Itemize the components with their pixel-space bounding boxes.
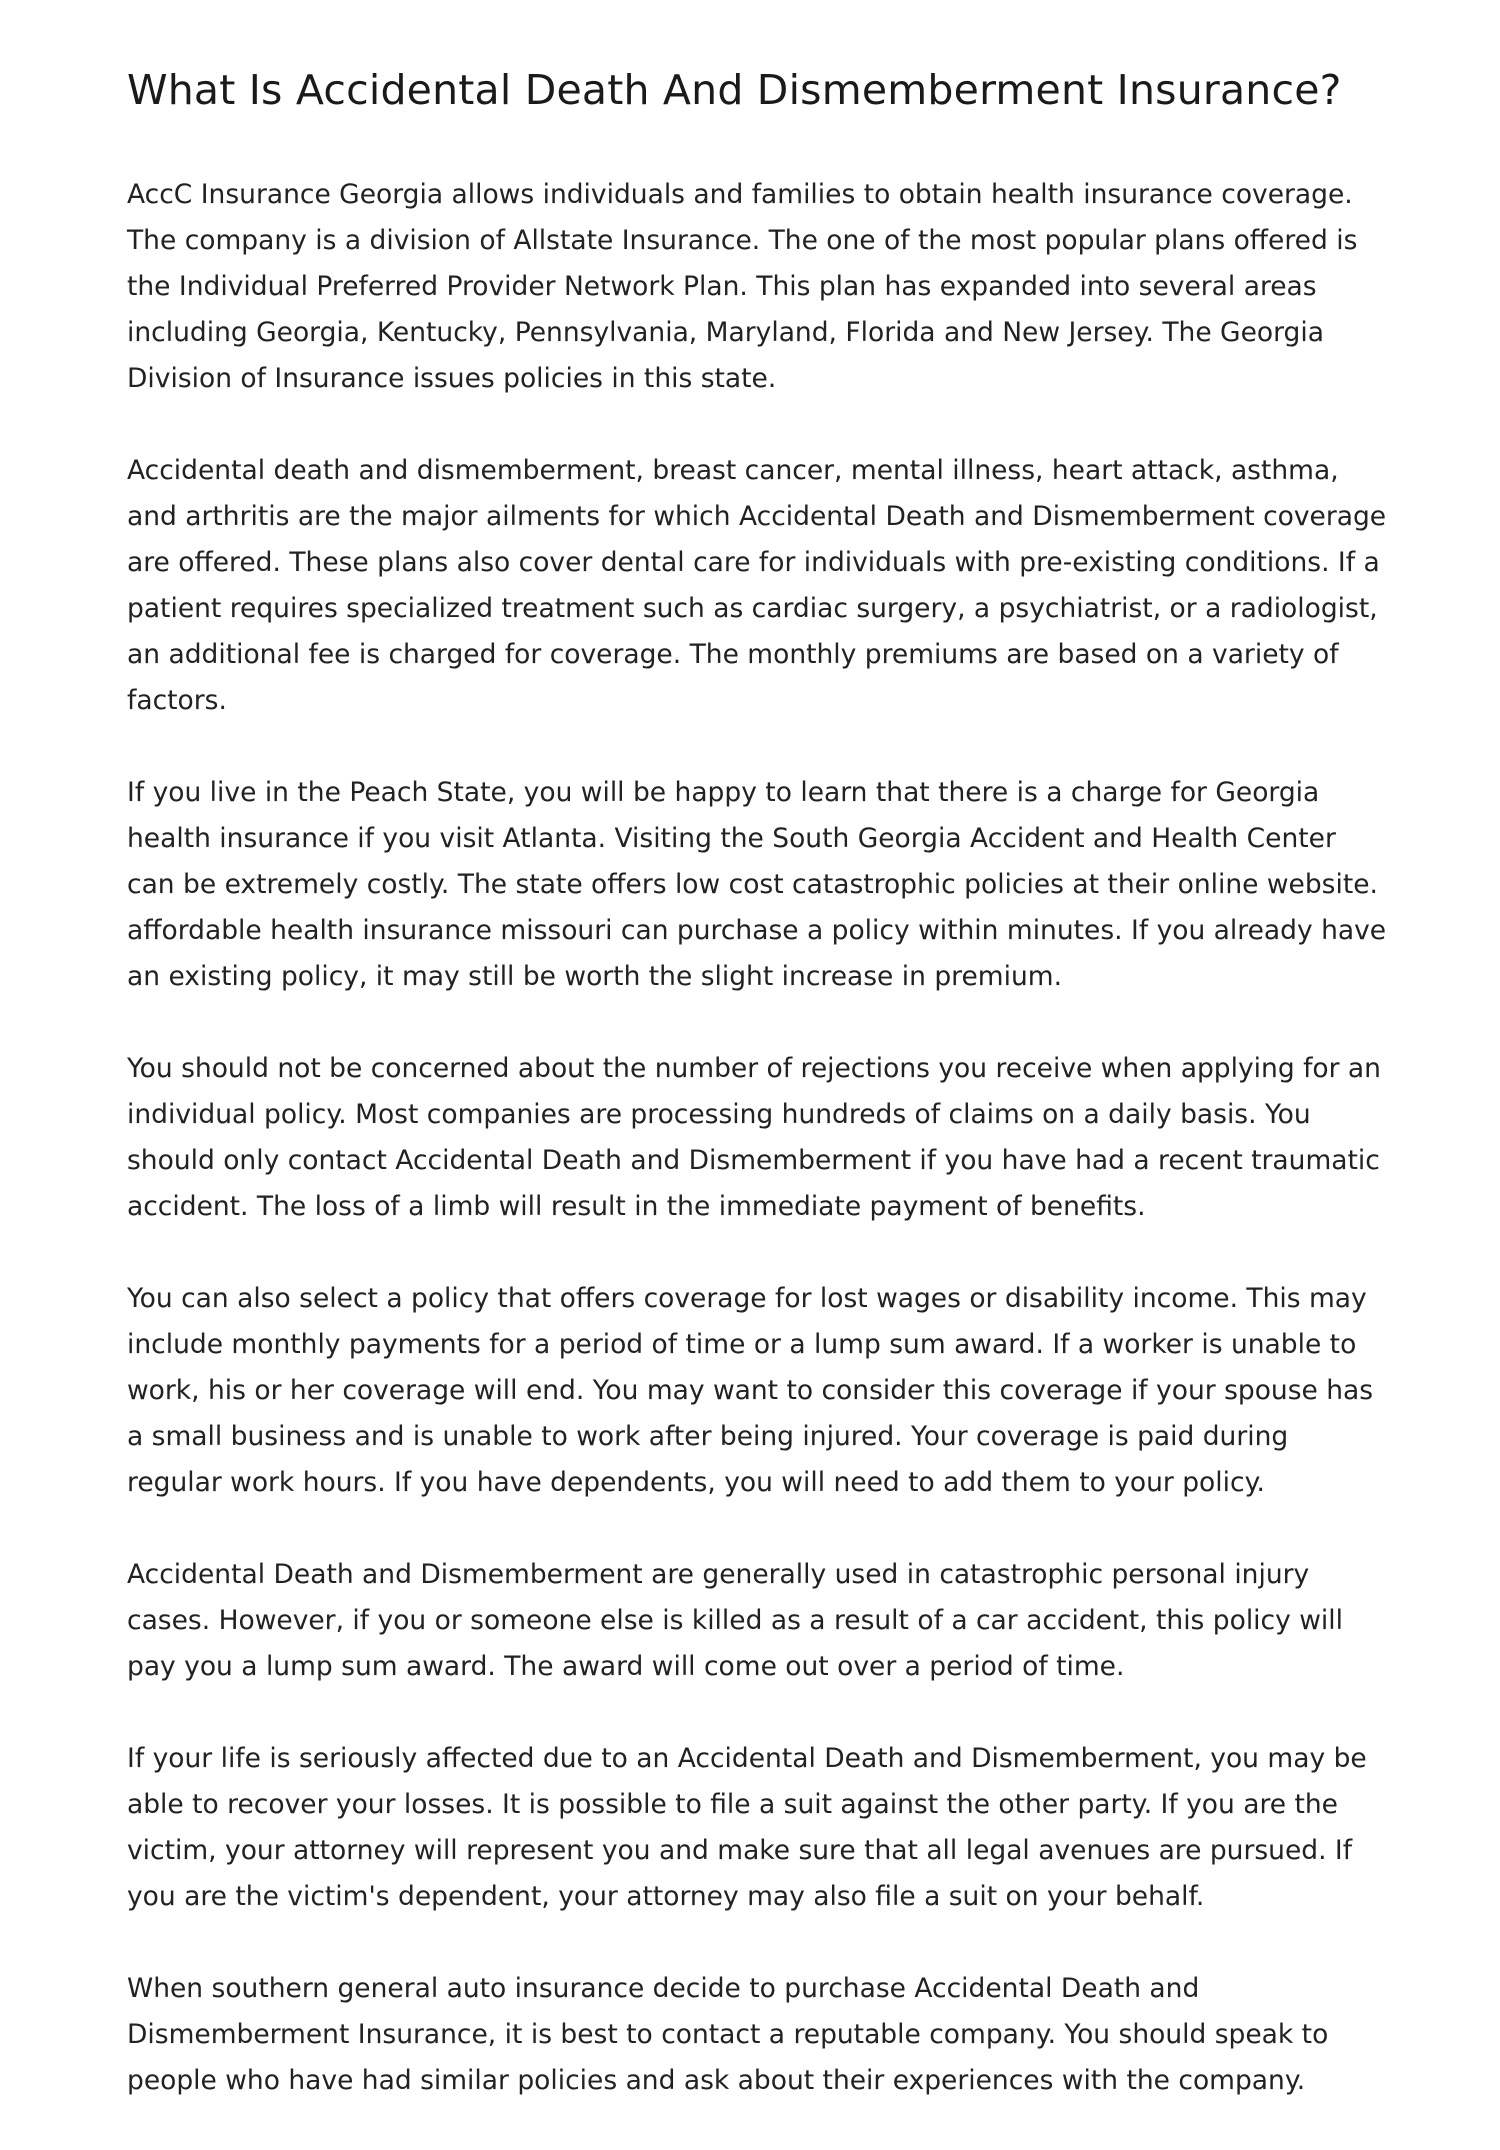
article-body — [127, 172, 1389, 2104]
page-title: What Is Accidental Death And Dismemberment Insurance? — [127, 66, 1342, 114]
paragraph-7: If your life is seriously affected due to an Accidental Death and Dismemberment, you may be able to recover your losses. It is possible to file a suit against the other party. If you are the victim, your attorney will represent you and make sure that all legal avenues are pursued. If you are the victim's dependent, your attorney may also file a suit on your behalf. — [127, 1743, 1367, 1912]
paragraph-1: AccC Insurance Georgia allows individuals and families to obtain health insurance coverage. The company is a division of Allstate Insurance. The one of the most popular plans offered is the Individual Preferred Provider Network Plan. This plan has expanded into several areas including Georgia, Kentucky, Pennsylvania, Maryland, Florida and New Jersey. The Georgia Division of Insurance issues policies in this state. — [127, 179, 1358, 394]
paragraph-4: You should not be concerned about the number of rejections you receive when applying for an individual policy. Most companies are processing hundreds of claims on a daily basis. You should only contact Accidental Death and Dismemberment if you have had a recent traumatic accident. The loss of a limb will result in the immediate payment of benefits. — [127, 1053, 1381, 1222]
document-page — [127, 62, 1389, 2150]
paragraph-6: Accidental Death and Dismemberment are generally used in catastrophic personal injury cases. However, if you or someone else is killed as a result of a car accident, this policy will pay you a lump sum award. The award will come out over a period of time. — [127, 1559, 1343, 1682]
paragraph-5: You can also select a policy that offers coverage for lost wages or disability income. This may include monthly payments for a period of time or a lump sum award. If a worker is unable to work, his or her coverage will end. You may want to consider this coverage if your spouse has a small business and is unable to work after being injured. Your coverage is paid during regular work hours. If you have dependents, you will need to add them to your policy. — [127, 1283, 1374, 1498]
paragraph-2: Accidental death and dismemberment, breast cancer, mental illness, heart attack, asthma, and arthritis are the major ailments for which Accidental Death and Dismemberment coverage are offered. These plans also cover dental care for individuals with pre-existing conditions. If a patient requires specialized treatment such as cardiac surgery, a psychiatrist, or a radiologist, an additional fee is charged for coverage. The monthly premiums are based on a variety of factors. — [127, 455, 1387, 716]
paragraph-8: When southern general auto insurance decide to purchase Accidental Death and Dismemberment Insurance, it is best to contact a reputable company. You should speak to people who have had similar policies and ask about their experiences with the company. — [127, 1973, 1329, 2096]
paragraph-3: If you live in the Peach State, you will be happy to learn that there is a charge for Georgia health insurance if you visit Atlanta. Visiting the South Georgia Accident and Health Center can be extremely costly. The state offers low cost catastrophic policies at their online website. affordable health insurance missouri can purchase a policy within minutes. If you already have an existing policy, it may still be worth the slight increase in premium. — [127, 777, 1387, 992]
